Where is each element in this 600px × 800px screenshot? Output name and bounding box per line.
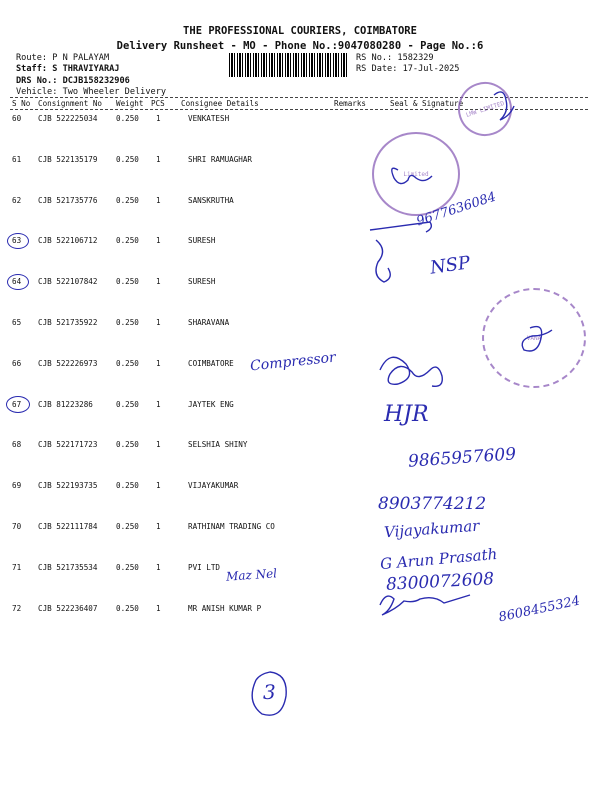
col-remarks: Remarks: [334, 99, 367, 108]
row-consignment-no: CJB 81223286: [38, 399, 93, 409]
row-weight: 0.250: [116, 154, 139, 164]
signature-scribble: [392, 168, 432, 183]
row-consignment-no: CJB 522236407: [38, 603, 98, 613]
row-sno: 65: [12, 318, 22, 327]
handwritten-signature: 8903774212: [378, 494, 487, 514]
row-consignee: VIJAYAKUMAR: [188, 481, 239, 491]
row-consignee: VENKATESH: [188, 114, 230, 123]
row-sno: 66: [12, 358, 22, 368]
handwritten-signature: 9865957609: [407, 444, 517, 472]
row-consignment-no: CJB 522106712: [38, 236, 98, 246]
row-consignment-no: CJB 521735534: [38, 562, 98, 572]
row-consignee: SHARAVANA: [188, 318, 230, 327]
row-consignee: RATHINAM TRADING CO: [188, 522, 275, 531]
row-weight: 0.250: [116, 481, 139, 491]
handwritten-signature: HJR: [384, 402, 429, 427]
row-consignee: SURESH: [188, 277, 216, 287]
handwritten-signature: 9677636084: [414, 189, 499, 230]
handwritten-signature: Vijayakumar: [383, 516, 480, 542]
row-sno: 64: [12, 277, 22, 287]
row-pcs: 1: [156, 154, 161, 164]
handwritten-signature: 8608455324: [497, 593, 582, 626]
company-title: THE PROFESSIONAL COURIERS, COIMBATORE: [183, 25, 417, 37]
row-consignment-no: CJB 522135179: [38, 154, 98, 164]
row-sno: 63: [12, 236, 22, 246]
row-pcs: 1: [156, 399, 161, 409]
handwritten-signature: G Arun Prasath: [379, 544, 498, 574]
col-seal-signature: Seal & Signature: [390, 99, 464, 108]
row-sno: 70: [12, 522, 22, 531]
handwritten-remark: Compressor: [249, 349, 337, 375]
row-consignee: PVI LTD: [188, 562, 221, 572]
signature-scribble: [376, 240, 390, 282]
row-sno: 68: [12, 440, 22, 450]
drs-number: DRS No.: DCJB158232906: [16, 76, 130, 86]
row-sno: 62: [12, 195, 22, 205]
row-pcs: 1: [156, 277, 161, 287]
row-pcs: 1: [156, 195, 161, 205]
row-weight: 0.250: [116, 440, 139, 450]
row-pcs: 1: [156, 236, 161, 246]
row-weight: 0.250: [116, 562, 139, 572]
col-consignment: Consignment No: [38, 99, 103, 108]
row-sno: 67: [12, 399, 22, 409]
rs-number: RS No.: 1582329: [356, 53, 434, 63]
row-pcs: 1: [156, 562, 161, 572]
row-weight: 0.250: [116, 603, 139, 613]
row-pcs: 1: [156, 481, 161, 491]
signature-scribble: [494, 92, 514, 120]
route-label: Route: P N PALAYAM: [16, 53, 110, 63]
row-weight: 0.250: [116, 277, 139, 287]
vehicle-label: Vehicle: Two Wheeler Delivery: [16, 87, 167, 97]
signature-scribble: [380, 357, 442, 386]
row-consignment-no: CJB 522193735: [38, 481, 98, 491]
row-consignee: JAYTEK ENG: [188, 399, 234, 409]
row-pcs: 1: [156, 603, 161, 613]
row-consignee: MR ANISH KUMAR P: [188, 603, 262, 613]
row-sno: 60: [12, 114, 22, 123]
row-weight: 0.250: [116, 318, 139, 327]
row-sno: 61: [12, 154, 22, 164]
company-seal-stamp: VANA: [482, 288, 586, 388]
handwritten-signature: NSP: [428, 252, 472, 279]
row-sno: 72: [12, 603, 22, 613]
signature-scribble: [370, 222, 431, 232]
signature-scribble: [522, 327, 552, 351]
row-consignment-no: CJB 522225034: [38, 114, 98, 123]
col-pcs: PCS: [151, 99, 165, 108]
row-weight: 0.250: [116, 522, 139, 531]
row-consignment-no: CJB 522107842: [38, 277, 98, 287]
col-consignee: Consignee Details: [181, 99, 259, 108]
runsheet-title: Delivery Runsheet - MO - Phone No.:9047080280 - Page No.:6: [116, 40, 484, 52]
row-pcs: 1: [156, 358, 161, 368]
row-weight: 0.250: [116, 114, 139, 123]
company-seal-stamp: Limited: [372, 132, 460, 216]
page-mark: 3: [263, 680, 276, 704]
row-consignment-no: CJB 522226973: [38, 358, 98, 368]
company-seal-stamp: LMW LIMITED: [451, 75, 519, 143]
row-consignment-no: CJB 521735922: [38, 318, 98, 327]
staff-label: Staff: S THRAVIYARAJ: [16, 64, 120, 74]
row-sno: 71: [12, 562, 22, 572]
row-consignee: SHRI RAMUAGHAR: [188, 154, 253, 164]
row-pcs: 1: [156, 440, 161, 450]
row-weight: 0.250: [116, 399, 139, 409]
row-pcs: 1: [156, 318, 161, 327]
row-consignment-no: CJB 522171723: [38, 440, 98, 450]
signature-scribble: [380, 595, 470, 615]
row-consignee: SURESH: [188, 236, 216, 246]
row-consignee: SANSKRUTHA: [188, 195, 234, 205]
row-pcs: 1: [156, 114, 161, 123]
row-consignment-no: CJB 522111784: [38, 522, 98, 531]
row-consignee: SELSHIA SHINY: [188, 440, 248, 450]
row-pcs: 1: [156, 522, 161, 531]
row-sno: 69: [12, 481, 22, 491]
row-weight: 0.250: [116, 358, 139, 368]
col-sno: S No: [12, 99, 31, 108]
handwritten-remark: Maz Nel: [225, 566, 278, 584]
rs-date: RS Date: 17-Jul-2025: [356, 64, 460, 74]
row-consignee: COIMBATORE: [188, 358, 234, 368]
col-weight: Weight: [116, 99, 144, 108]
row-weight: 0.250: [116, 236, 139, 246]
row-consignment-no: CJB 521735776: [38, 195, 98, 205]
row-weight: 0.250: [116, 195, 139, 205]
handwritten-signature: 8300072608: [385, 569, 495, 595]
